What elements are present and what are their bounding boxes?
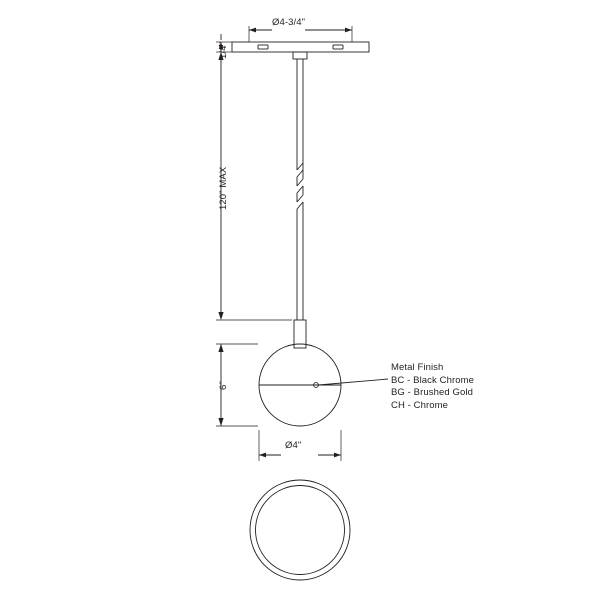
finish-option-ch: CH - Chrome bbox=[391, 399, 449, 411]
suspension-rod bbox=[297, 59, 303, 320]
canopy-plate bbox=[232, 42, 369, 52]
finish-callout bbox=[391, 362, 474, 412]
globe-height-label: 6" bbox=[218, 381, 229, 390]
canopy-diameter-label: Ø4-3/4" bbox=[272, 17, 306, 28]
canopy-height-label: 1/4" bbox=[218, 42, 229, 59]
plan-view bbox=[250, 480, 350, 580]
drop-length-label: 120" MAX bbox=[218, 166, 229, 210]
canopy-neck bbox=[293, 52, 307, 59]
finish-callout-heading: Metal Finish bbox=[391, 362, 444, 373]
finish-option-bg: BG - Brushed Gold bbox=[391, 387, 473, 399]
globe-diameter-label: Ø4" bbox=[285, 440, 302, 451]
finish-leader-line bbox=[318, 379, 388, 385]
finish-option-bc: BC - Black Chrome bbox=[391, 374, 474, 386]
globe bbox=[259, 344, 341, 426]
